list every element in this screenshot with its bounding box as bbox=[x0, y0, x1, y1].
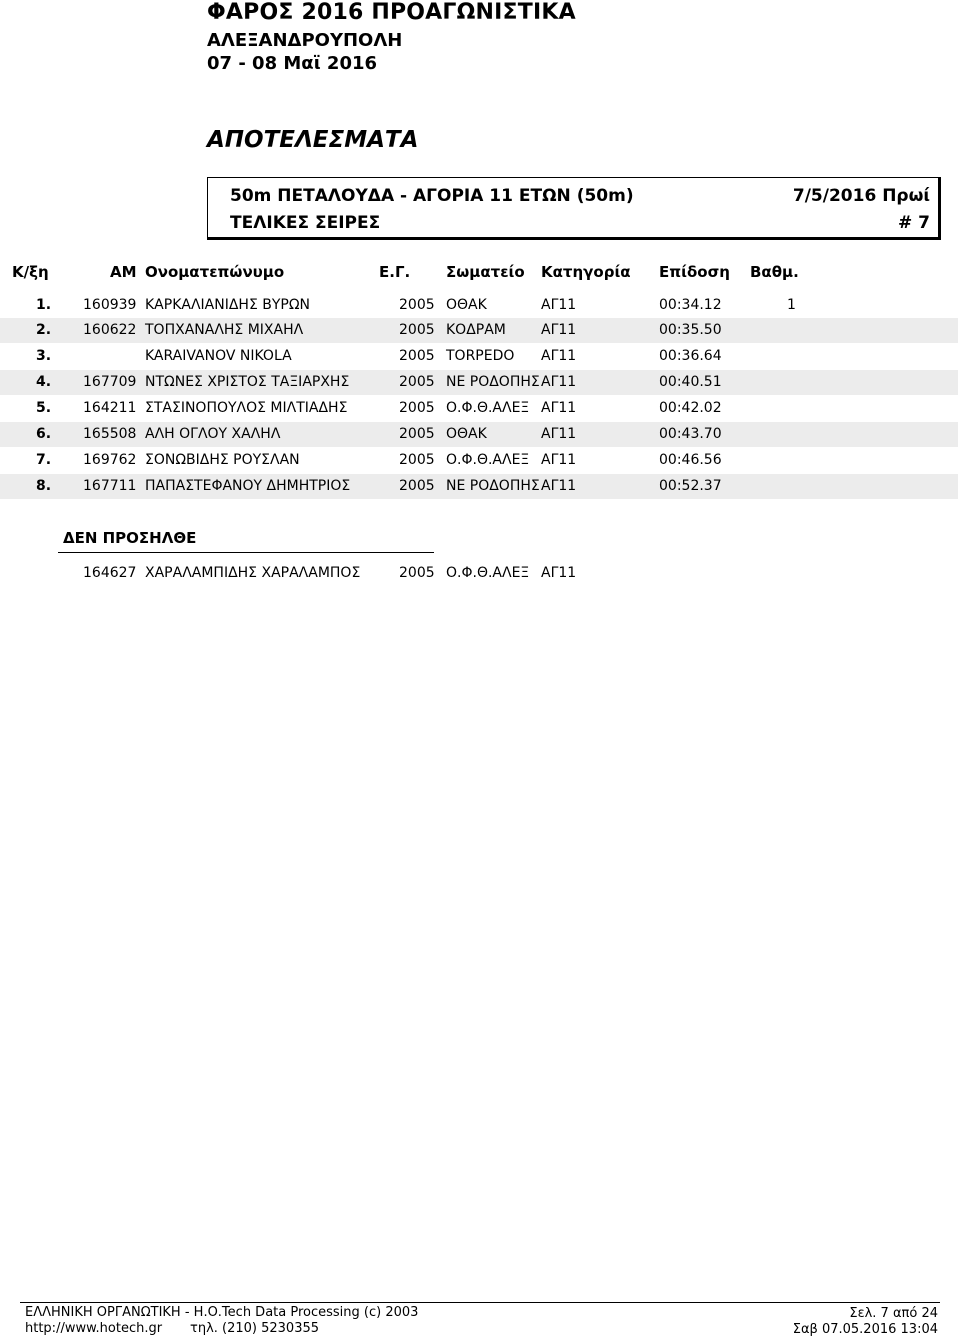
time: 00:46.56 bbox=[659, 452, 722, 468]
page-number: Σελ. 7 από 24 bbox=[849, 1306, 938, 1321]
table-row bbox=[0, 370, 958, 395]
meet-title: ΦΑΡΟΣ 2016 ΠΡΟΑΓΩΝΙΣΤΙΚΑ bbox=[207, 0, 576, 25]
event-number: # 7 bbox=[898, 213, 930, 233]
col-year: Ε.Γ. bbox=[379, 263, 411, 281]
meet-city: ΑΛΕΞΑΝΔΡΟΥΠΟΛΗ bbox=[207, 30, 403, 51]
category: ΑΓ11 bbox=[541, 297, 577, 313]
birth-year: 2005 bbox=[399, 374, 435, 390]
athlete-name: ΝΤΩΝΕΣ ΧΡΙΣΤΟΣ ΤΑΞΙΑΡΧΗΣ bbox=[145, 374, 350, 390]
club: Ο.Φ.Θ.ΑΛΕΞ bbox=[446, 400, 530, 416]
event-subtitle: ΤΕΛΙΚΕΣ ΣΕΙΡΕΣ bbox=[230, 213, 381, 233]
athlete-name: ΑΛΗ ΟΓΛΟΥ ΧΑΛΗΛ bbox=[145, 426, 281, 442]
athlete-name: ΚΑΡΚΑΛΙΑΝΙΔΗΣ ΒΥΡΩΝ bbox=[145, 297, 311, 313]
event-date: 7/5/2016 Πρωί bbox=[792, 186, 930, 206]
birth-year: 2005 bbox=[399, 478, 435, 494]
category: ΑΓ11 bbox=[541, 426, 577, 442]
birth-year: 2005 bbox=[399, 348, 435, 364]
athlete-id: 167709 bbox=[83, 374, 137, 390]
category: ΑΓ11 bbox=[541, 565, 577, 581]
col-rank: Κ/ξη bbox=[12, 263, 49, 281]
rank: 3. bbox=[36, 348, 52, 364]
rank: 1. bbox=[36, 297, 52, 313]
time: 00:43.70 bbox=[659, 426, 722, 442]
col-points: Βαθμ. bbox=[750, 263, 799, 281]
category: ΑΓ11 bbox=[541, 478, 577, 494]
table-row bbox=[0, 293, 958, 318]
time: 00:42.02 bbox=[659, 400, 722, 416]
rank: 5. bbox=[36, 400, 52, 416]
athlete-name: ΣΟΝΩΒΙΔΗΣ ΡΟΥΣΛΑΝ bbox=[145, 452, 300, 468]
footer-url[interactable]: http://www.hotech.gr bbox=[25, 1321, 163, 1336]
col-club: Σωματείο bbox=[446, 263, 525, 281]
time: 00:40.51 bbox=[659, 374, 722, 390]
rank: 7. bbox=[36, 452, 52, 468]
birth-year: 2005 bbox=[399, 452, 435, 468]
section-title: ΑΠΟΤΕΛΕΣΜΑΤΑ bbox=[207, 127, 419, 153]
birth-year: 2005 bbox=[399, 297, 435, 313]
club: TORPEDO bbox=[446, 348, 515, 364]
footer-org: ΕΛΛΗΝΙΚΗ ΟΡΓΑΝΩΤΙΚΗ - Η.Ο.Tech Data Processing (c) 2003 bbox=[25, 1305, 419, 1320]
rank: 2. bbox=[36, 322, 52, 338]
category: ΑΓ11 bbox=[541, 348, 577, 364]
athlete-id: 160622 bbox=[83, 322, 137, 338]
category: ΑΓ11 bbox=[541, 374, 577, 390]
points: 1 bbox=[787, 297, 796, 313]
footer-phone: τηλ. (210) 5230355 bbox=[190, 1321, 320, 1336]
table-row bbox=[0, 422, 958, 447]
event-box bbox=[207, 177, 941, 240]
col-category: Κατηγορία bbox=[541, 263, 631, 281]
dns-title: ΔΕΝ ΠΡΟΣΗΛΘΕ bbox=[63, 529, 197, 547]
athlete-name: ΧΑΡΑΛΑΜΠΙΔΗΣ ΧΑΡΑΛΑΜΠΟΣ bbox=[145, 565, 361, 581]
time: 00:52.37 bbox=[659, 478, 722, 494]
rank: 4. bbox=[36, 374, 52, 390]
club: Ο.Φ.Θ.ΑΛΕΞ bbox=[446, 565, 530, 581]
athlete-id: 164211 bbox=[83, 400, 137, 416]
athlete-name: KARAIVANOV NIKOLA bbox=[145, 348, 292, 364]
dns-divider bbox=[58, 552, 434, 553]
club: ΝΕ ΡΟΔΟΠΗΣ bbox=[446, 374, 540, 390]
birth-year: 2005 bbox=[399, 322, 435, 338]
time: 00:34.12 bbox=[659, 297, 722, 313]
athlete-name: ΤΟΠΧΑΝΑΛΗΣ ΜΙΧΑΗΛ bbox=[145, 322, 304, 338]
category: ΑΓ11 bbox=[541, 400, 577, 416]
table-row bbox=[0, 474, 958, 499]
birth-year: 2005 bbox=[399, 400, 435, 416]
col-name: Ονοματεπώνυμο bbox=[145, 263, 285, 281]
club: ΟΘΑΚ bbox=[446, 297, 487, 313]
rank: 6. bbox=[36, 426, 52, 442]
category: ΑΓ11 bbox=[541, 452, 577, 468]
athlete-id: 164627 bbox=[83, 565, 137, 581]
table-row bbox=[0, 344, 958, 369]
category: ΑΓ11 bbox=[541, 322, 577, 338]
club: ΝΕ ΡΟΔΟΠΗΣ bbox=[446, 478, 540, 494]
list-item bbox=[0, 561, 958, 586]
table-row bbox=[0, 396, 958, 421]
event-title: 50m ΠΕΤΑΛΟΥΔΑ - ΑΓΟΡΙΑ 11 ΕΤΩΝ (50m) bbox=[230, 186, 634, 206]
club: ΚΟΔΡΑΜ bbox=[446, 322, 506, 338]
rank: 8. bbox=[36, 478, 52, 494]
birth-year: 2005 bbox=[399, 565, 435, 581]
col-time: Επίδοση bbox=[659, 263, 730, 281]
footer-divider bbox=[20, 1302, 940, 1303]
athlete-name: ΠΑΠΑΣΤΕΦΑΝΟΥ ΔΗΜΗΤΡΙΟΣ bbox=[145, 478, 351, 494]
table-row bbox=[0, 318, 958, 343]
table-row bbox=[0, 448, 958, 473]
athlete-name: ΣΤΑΣΙΝΟΠΟΥΛΟΣ ΜΙΛΤΙΑΔΗΣ bbox=[145, 400, 348, 416]
col-id: ΑΜ bbox=[110, 263, 137, 281]
time: 00:36.64 bbox=[659, 348, 722, 364]
athlete-id: 160939 bbox=[83, 297, 137, 313]
athlete-id: 167711 bbox=[83, 478, 137, 494]
meet-dates: 07 - 08 Μαϊ 2016 bbox=[207, 53, 378, 74]
athlete-id: 169762 bbox=[83, 452, 137, 468]
club: ΟΘΑΚ bbox=[446, 426, 487, 442]
athlete-id: 165508 bbox=[83, 426, 137, 442]
club: Ο.Φ.Θ.ΑΛΕΞ bbox=[446, 452, 530, 468]
time: 00:35.50 bbox=[659, 322, 722, 338]
birth-year: 2005 bbox=[399, 426, 435, 442]
print-timestamp: Σαβ 07.05.2016 13:04 bbox=[792, 1322, 938, 1337]
